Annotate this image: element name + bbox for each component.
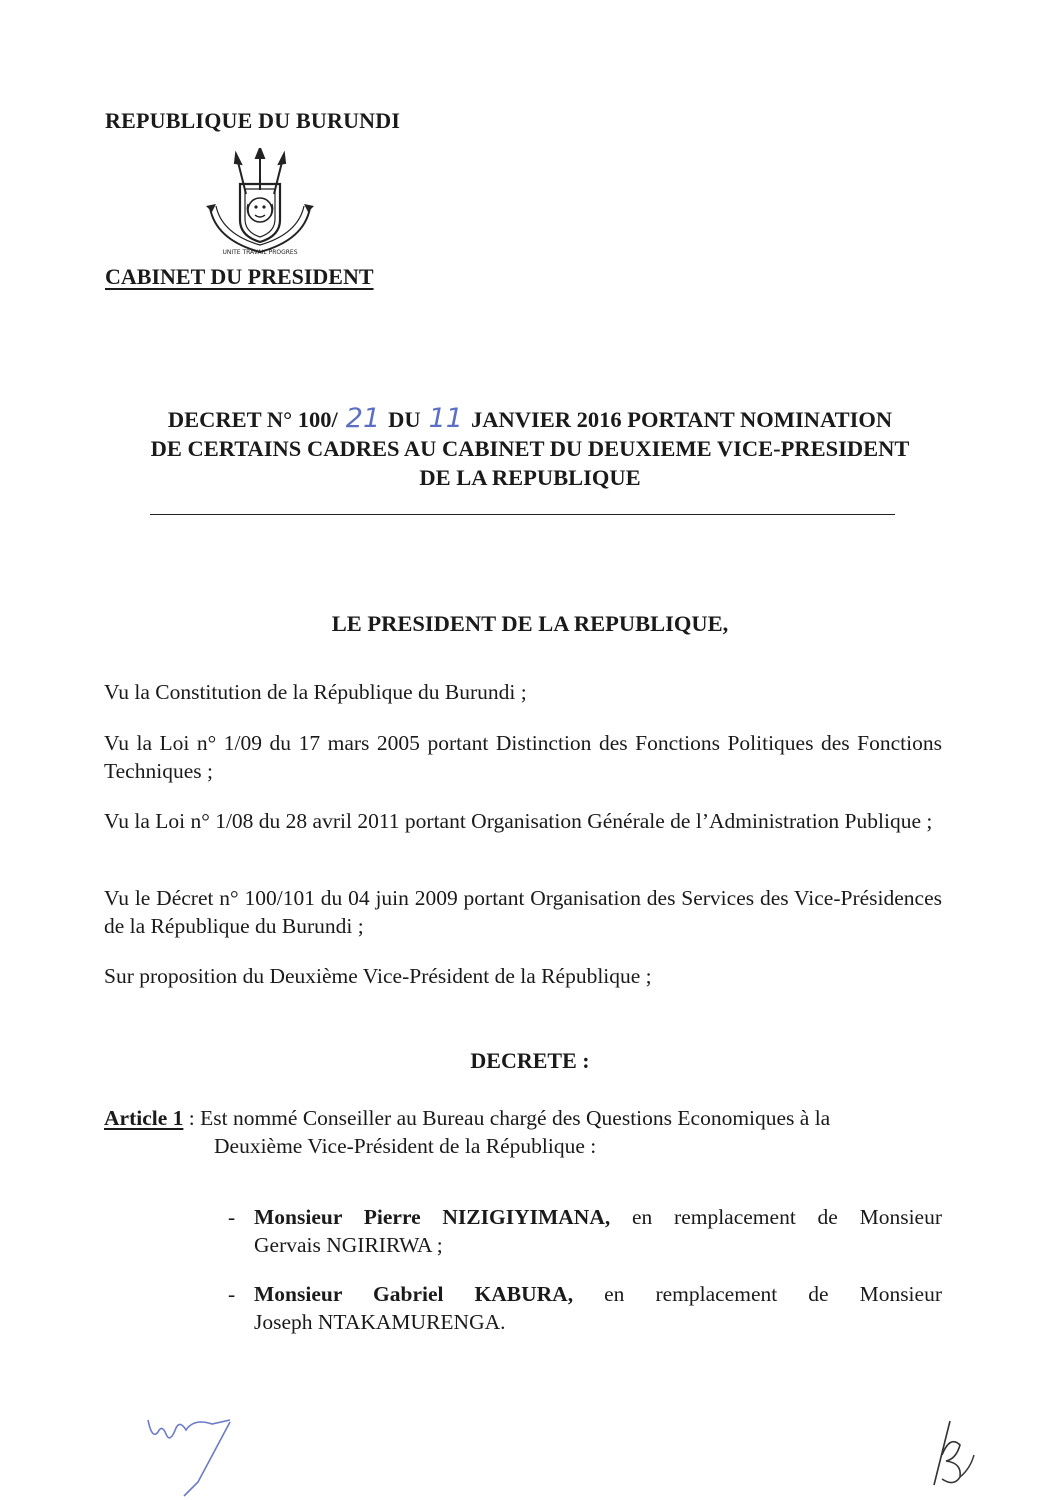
article-1-line-1 <box>104 1104 942 1132</box>
title-part-3: JANVIER 2016 PORTANT NOMINATION <box>470 407 893 432</box>
handwritten-initial-right <box>920 1415 990 1495</box>
article-1 <box>104 1104 942 1160</box>
title-line-1 <box>100 404 960 434</box>
title-line-3: DE LA REPUBLIQUE <box>419 465 641 490</box>
nominee-1-name: Monsieur Pierre NIZIGIYIMANA, <box>254 1205 611 1229</box>
title-part-2: DU <box>388 407 421 432</box>
consideration-1: Vu la Constitution de la République du Burundi ; <box>104 680 527 704</box>
nominee-1-dash: - <box>228 1205 236 1229</box>
nominee-2-name: Monsieur Gabriel KABURA, <box>254 1282 574 1306</box>
article-1-text: : Est nommé Conseiller au Bureau chargé des Questions Economiques à la <box>183 1106 831 1130</box>
president-heading: LE PRESIDENT DE LA REPUBLIQUE, <box>331 611 729 636</box>
consideration-4: Vu le Décret n° 100/101 du 04 juin 2009 portant Organisation des Services des Vice-Présidences de la République du Burundi ; <box>104 886 942 938</box>
title-line-2: DE CERTAINS CADRES AU CABINET DU DEUXIEME VICE-PRESIDENT <box>150 436 910 461</box>
handwritten-decree-number: 21 <box>345 403 381 434</box>
emblem-motto: UNITE TRAVAIL PROGRES <box>222 249 298 256</box>
decrete-heading: DECRETE : <box>470 1048 590 1073</box>
nominee-2-dash: - <box>228 1282 236 1306</box>
article-1-label: Article 1 <box>104 1106 184 1130</box>
consideration-3: Vu la Loi n° 1/08 du 28 avril 2011 portant Organisation Générale de l’Administration Publique ; <box>104 809 933 833</box>
nominee-2 <box>228 1280 942 1336</box>
nominee-2-line-2: Joseph NTAKAMURENGA. <box>254 1310 506 1334</box>
nominee-1-replacement: en remplacement de Monsieur <box>610 1205 943 1229</box>
decree-title <box>100 404 960 492</box>
title-divider <box>150 514 895 515</box>
nominee-1-line-2: Gervais NGIRIRWA ; <box>254 1233 443 1257</box>
nominee-2-line-1 <box>254 1280 942 1308</box>
handwritten-day: 11 <box>428 403 463 434</box>
title-part-1: DECRET N° 100/ <box>167 407 338 432</box>
article-1-line-2: Deuxième Vice-Président de la République : <box>214 1134 597 1158</box>
handwritten-initial-left <box>140 1410 240 1500</box>
nominee-1 <box>228 1203 942 1259</box>
coat-of-arms-emblem <box>196 148 324 260</box>
header-republic: REPUBLIQUE DU BURUNDI <box>105 108 401 133</box>
consideration-5: Sur proposition du Deuxième Vice-Président de la République ; <box>104 964 652 988</box>
consideration-2: Vu la Loi n° 1/09 du 17 mars 2005 portant Distinction des Fonctions Politiques des Fonctions Techniques ; <box>104 731 942 783</box>
nominee-1-line-1 <box>254 1203 942 1231</box>
header-cabinet: CABINET DU PRESIDENT <box>105 264 374 289</box>
nominee-2-replacement: en remplacement de Monsieur <box>573 1282 942 1306</box>
